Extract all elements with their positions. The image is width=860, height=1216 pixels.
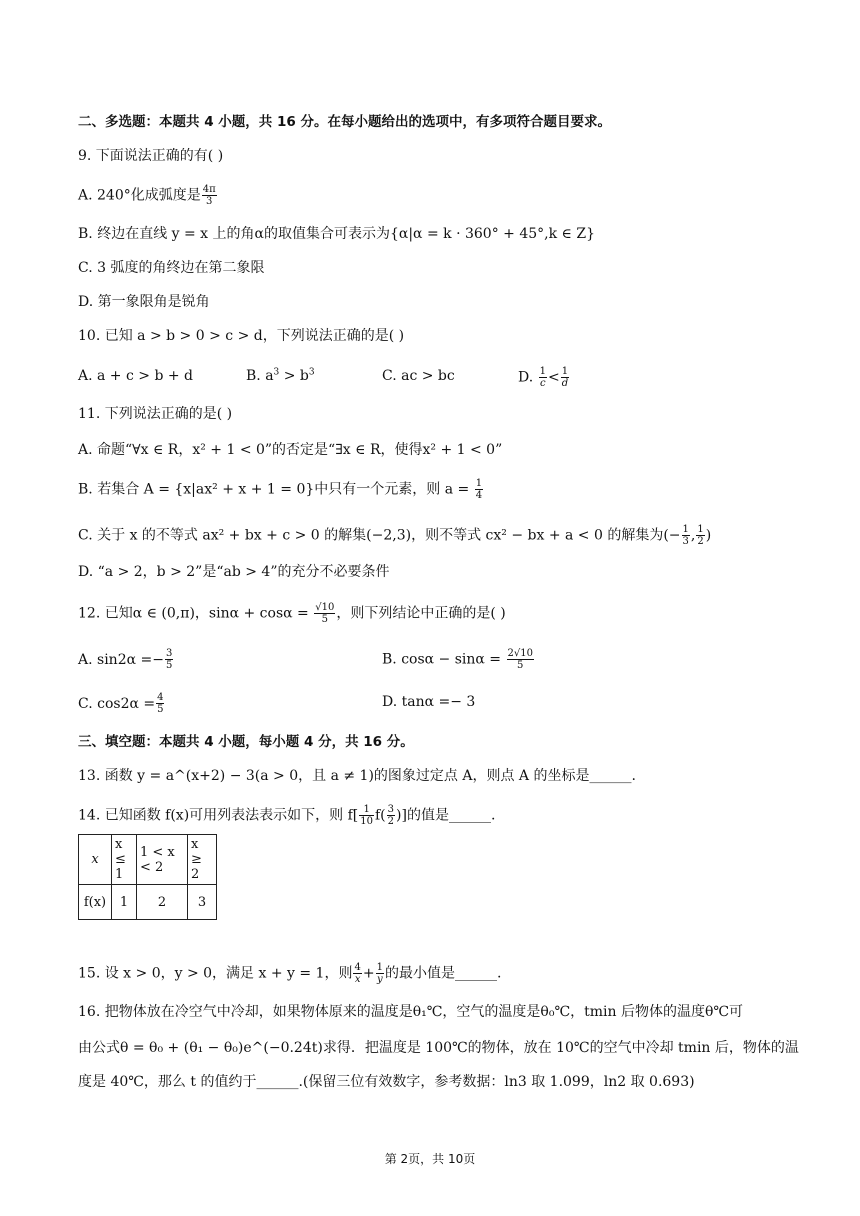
table-cell: x ≤ 1 bbox=[112, 835, 137, 885]
q10-option-a: A. a + c > b + d bbox=[78, 368, 194, 384]
q16-line3: 度是 40℃，那么 t 的值约于______.(保留三位有效数字，参考数据：ln3 取 1.099，ln2 取 0.693) bbox=[78, 1074, 695, 1090]
q10-option-c: C. ac > bc bbox=[382, 368, 455, 384]
q12-option-d: D. tanα =− 3 bbox=[382, 694, 476, 710]
q12-c-fraction: $\frac{4}{5}$ bbox=[157, 692, 164, 715]
q15: 15. 设 x > 0，y > 0，满足 x + y = 1，则 $\frac{4}{x}$ + $\frac{1}{y}$ 的最小值是______. bbox=[78, 962, 502, 985]
table-cell: 1 bbox=[112, 885, 137, 920]
q12-option-b: B. cosα − sinα = $\frac{2√10}{5}$ bbox=[382, 648, 533, 671]
q9-a-text: A. 240°化成弧度是 bbox=[78, 187, 201, 204]
q9-option-c: C. 3 弧度的角终边在第二象限 bbox=[78, 260, 265, 276]
q12-b-fraction: $\frac{2√10}{5}$ bbox=[507, 648, 533, 671]
q12-option-a: A. sin2α =− $\frac{3}{5}$ bbox=[78, 648, 173, 671]
function-table bbox=[78, 834, 217, 920]
q13: 13. 函数 y = a^(x+2) − 3(a > 0，且 a ≠ 1)的图象过定点 A，则点 A 的坐标是______. bbox=[78, 768, 636, 784]
table-cell: 3 bbox=[188, 885, 217, 920]
section2-heading: 二、多选题：本题共 4 小题，共 16 分。在每小题给出的选项中，有多项符合题目要求。 bbox=[78, 114, 611, 130]
q9-stem: 9. 下面说法正确的有( ) bbox=[78, 148, 224, 164]
table-cell: 1 < x < 2 bbox=[137, 835, 188, 885]
q11-c-frac2: $\frac{1}{2}$ bbox=[697, 524, 704, 547]
q11-option-c: C. 关于 x 的不等式 ax² + bx + c > 0 的解集(−2,3)，则不等式 cx² − bx + a < 0 的解集为(− $\frac{1}{3}$ , $\frac{1}{2}$ ) bbox=[78, 524, 712, 547]
table-cell: x ≥ 2 bbox=[188, 835, 217, 885]
q15-frac1: $\frac{4}{x}$ bbox=[354, 962, 361, 985]
q11-c-frac1: $\frac{1}{3}$ bbox=[682, 524, 689, 547]
q12-option-c: C. cos2α = $\frac{4}{5}$ bbox=[78, 692, 164, 715]
q9-a-fraction: $\frac{4\pi}{3}$ bbox=[202, 184, 216, 207]
q12-stem: 12. 已知α ∈ (0,π)，sinα + cosα = $\frac{√10}{5}$ ，则下列结论中正确的是( ) bbox=[78, 602, 506, 625]
q9-option-a bbox=[78, 184, 218, 207]
q10-options bbox=[78, 366, 790, 389]
q11-option-d: D. “a > 2，b > 2”是“ab > 4”的充分不必要条件 bbox=[78, 564, 390, 580]
section3-heading: 三、填空题：本题共 4 小题，每小题 4 分，共 16 分。 bbox=[78, 734, 414, 750]
table-header-row bbox=[79, 835, 217, 885]
table-cell: f(x) bbox=[79, 885, 112, 920]
q11-option-b: B. 若集合 A = {x|ax² + x + 1 = 0}中只有一个元素，则 a = $\frac{1}{4}$ bbox=[78, 478, 483, 501]
q10-d-frac2: $\frac{1}{d}$ bbox=[561, 366, 569, 389]
q14-frac1: $\frac{1}{10}$ bbox=[360, 804, 373, 827]
table-cell: 2 bbox=[137, 885, 188, 920]
table-cell: x bbox=[79, 835, 112, 885]
q12-row1 bbox=[78, 648, 790, 671]
q9-option-b: B. 终边在直线 y = x 上的角α的取值集合可表示为{α|α = k · 360° + 45°,k ∈ Z} bbox=[78, 226, 595, 242]
q10-option-d: D. $\frac{1}{c}$ < $\frac{1}{d}$ bbox=[518, 366, 569, 389]
q11-b-fraction: $\frac{1}{4}$ bbox=[475, 478, 483, 501]
q10-option-b: B. $a^3 > b^3$ bbox=[246, 367, 315, 384]
q12-a-fraction: $\frac{3}{5}$ bbox=[165, 648, 173, 671]
table-row bbox=[79, 885, 217, 920]
page-footer: 第 2页，共 10页 bbox=[384, 1152, 476, 1166]
q11-stem: 11. 下列说法正确的是( ) bbox=[78, 406, 233, 422]
q14-frac2: $\frac{3}{2}$ bbox=[387, 804, 395, 827]
q9-option-d: D. 第一象限角是锐角 bbox=[78, 294, 210, 310]
q10-stem: 10. 已知 a > b > 0 > c > d，下列说法正确的是( ) bbox=[78, 328, 405, 344]
q16-line2: 由公式θ = θ₀ + (θ₁ − θ₀)e^(−0.24t)求得．把温度是 100℃的物体，放在 10℃的空气中冷却 tmin 后，物体的温 bbox=[78, 1040, 799, 1056]
q10-d-frac1: $\frac{1}{c}$ bbox=[539, 366, 547, 389]
q14-stem: 14. 已知函数 f(x)可用列表法表示如下，则 f[ $\frac{1}{10}$ f( $\frac{3}{2}$ )]的值是______. bbox=[78, 804, 496, 827]
q15-frac2: $\frac{1}{y}$ bbox=[376, 962, 383, 985]
q12-row2 bbox=[78, 692, 790, 715]
q12-stem-fraction: $\frac{√10}{5}$ bbox=[315, 602, 335, 625]
q16-line1: 16. 把物体放在冷空气中冷却，如果物体原来的温度是θ₁℃，空气的温度是θ₀℃，tmin 后物体的温度θ℃可 bbox=[78, 1004, 744, 1020]
q11-option-a: A. 命题“∀x ∈ R，x² + 1 < 0”的否定是“∃x ∈ R，使得x² + 1 < 0” bbox=[78, 442, 503, 458]
